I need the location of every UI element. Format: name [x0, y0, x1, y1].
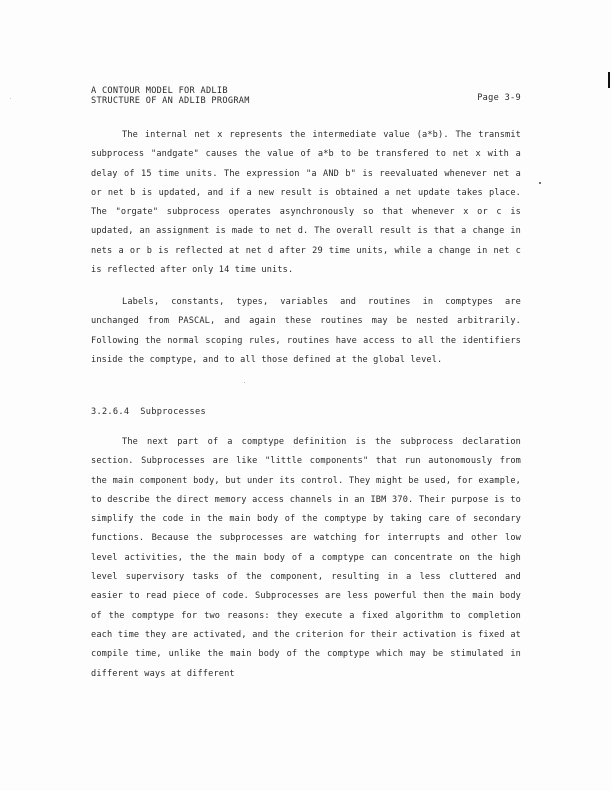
header-title-line-1: A CONTOUR MODEL FOR ADLIB	[91, 86, 228, 96]
running-header	[91, 86, 521, 106]
paragraph-subprocesses	[91, 433, 521, 684]
page-edge-mark	[608, 72, 610, 88]
header-title-line-2: STRUCTURE OF AN ADLIB PROGRAM	[91, 96, 250, 106]
paragraph-text: The internal net x represents the intermediate value (a*b). The transmit subprocess "andgate" causes the value of a*b to be transfered to net x with a delay of 15 time units. The expression "a AND b" is reevaluated whenever net a or net b is updated, and if a new result is obtained a net update takes place. The "orgate" subprocess operates asynchronously so that whenever x or c is updated, an assignment is made to net d. The overall result is that a change in nets a or b is reflected at net d after 29 time units, while a change in net c is reflected after only 14 time units.	[91, 130, 521, 276]
paragraph-scoping	[91, 293, 521, 370]
scan-speck	[539, 182, 541, 184]
paragraph-text: Labels, constants, types, variables and routines in comptypes are unchanged from PASCAL, and again these routines may be nested arbitrarily. Following the normal scoping rules, routines have access to all the identifiers inside the comptype, and to all those defined at the global level.	[91, 297, 521, 365]
scan-speck	[244, 382, 245, 383]
page-number: Page 3-9	[477, 93, 521, 103]
section-heading	[91, 406, 206, 418]
paragraph-internal-net	[91, 126, 521, 280]
section-number: 3.2.6.4	[91, 407, 130, 417]
paragraph-text: The next part of a comptype definition is the subprocess declaration section. Subprocesses are like "little components" that run autonomously from the main component body, but under its control. They might be used, for example, to describe the direct memory access channels in an IBM 370. Their purpose is to simplify the code in the main body of the comptype by taking care of secondary functions. Because the subprocesses are watching for interrupts and other low level activities, the the main body of a comptype can concentrate on the high level supervisory tasks of the component, resulting in a less cluttered and easier to read piece of code. Subprocesses are less powerful then the main body of the comptype for two reasons: they execute a fixed algorithm to completion each time they are activated, and the criterion for their activation is fixed at compile time, unlike the main body of the comptype which may be stimulated in different ways at different	[91, 437, 521, 679]
scan-speck	[10, 98, 11, 99]
section-title: Subprocesses	[140, 407, 206, 417]
